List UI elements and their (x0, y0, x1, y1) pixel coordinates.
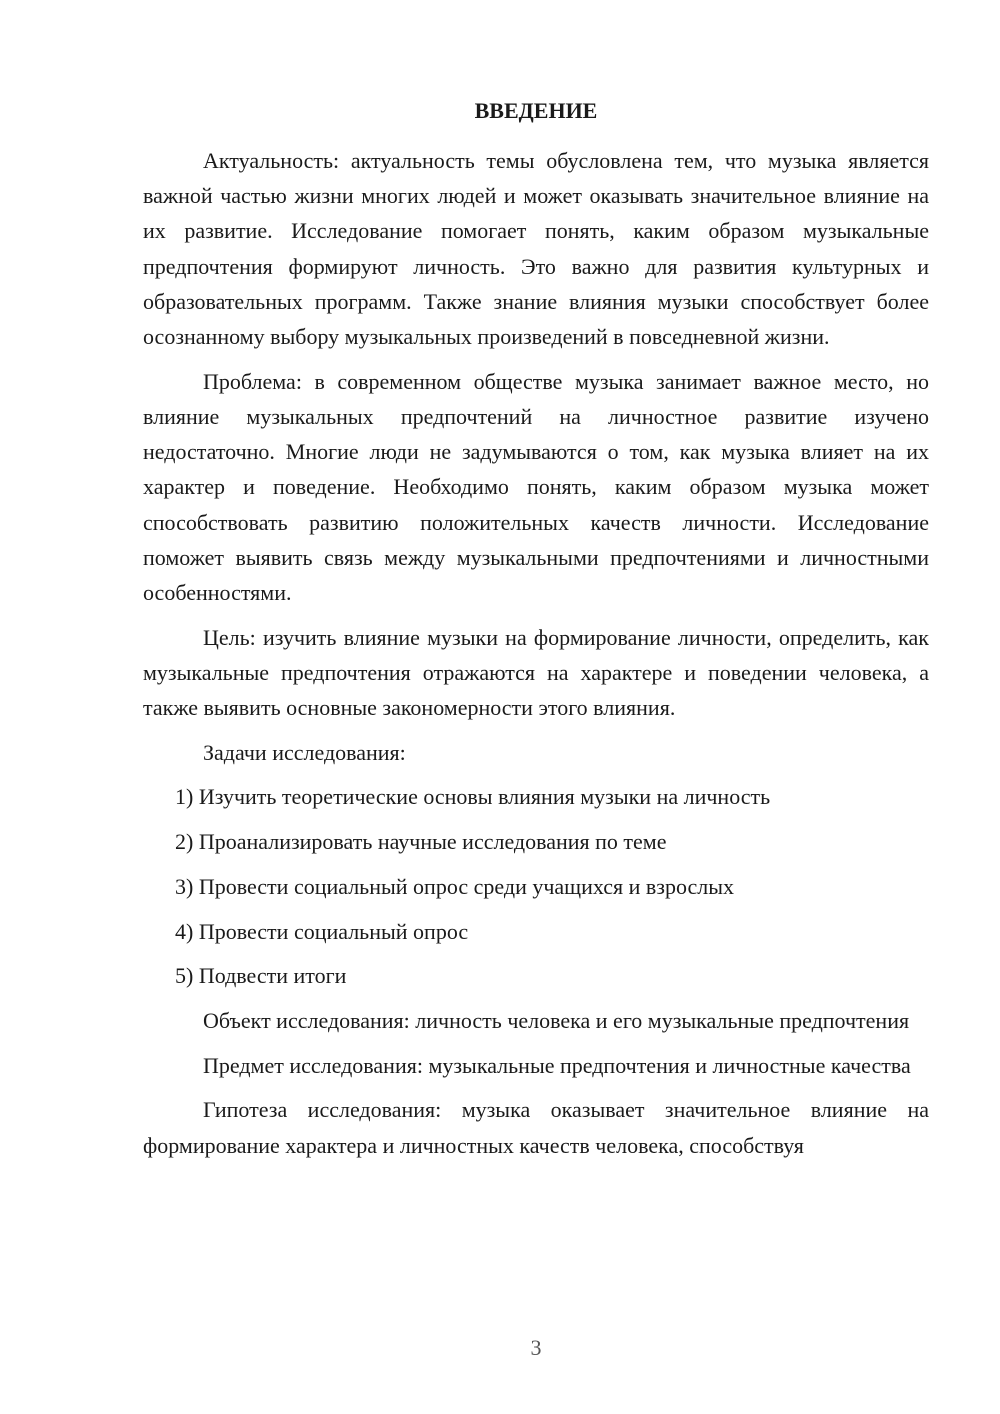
paragraph-problem: Проблема: в современном обществе музыка занимает важное место, но влияние музыкальных предпочтений на личностное развитие изучено недостаточно. Многие люди не задумываются о том, как музыка влияет на их характер и поведение. Необходимо понять, каким образом музыка может способствовать развитию положительных качеств личности. Исследование поможет выявить связь между музыкальными предпочтениями и личностными особенностями. (143, 368, 929, 605)
tasks-heading: Задачи исследования: (203, 739, 406, 765)
section-heading: ВВЕДЕНИЕ (474, 98, 598, 123)
list-item-task-1: 1) Изучить теоретические основы влияния музыки на личность (175, 784, 771, 810)
list-item-task-2: 2) Проанализировать научные исследования по теме (175, 829, 667, 855)
paragraph-subject: Предмет исследования: музыкальные предпочтения и личностные качества (203, 1052, 911, 1078)
paragraph-goal: Цель: изучить влияние музыки на формирование личности, определить, как музыкальные предпочтения отражаются на характере и поведении человека, а также выявить основные закономерности этого влияния. (143, 624, 929, 721)
list-item-task-5: 5) Подвести итоги (175, 963, 347, 989)
paragraph-relevance: Актуальность: актуальность темы обусловлена тем, что музыка является важной частью жизни многих людей и может оказывать значительное влияние на их развитие. Исследование помогает понять, каким образом музыкальные предпочтения формируют личность. Это важно для развития культурных и образовательных программ. Также знание влияния музыки способствует более осознанному выбору музыкальных произведений в повседневной жизни. (143, 148, 929, 350)
document-body (143, 143, 929, 1172)
page-number: 3 (530, 1335, 542, 1360)
paragraph-object: Объект исследования: личность человека и его музыкальные предпочтения (203, 1007, 910, 1033)
list-item-task-4: 4) Провести социальный опрос (175, 918, 469, 944)
paragraph-hypothesis: Гипотеза исследования: музыка оказывает значительное влияние на формирование характера и личностных качеств человека, способствуя (143, 1097, 929, 1158)
list-item-task-3: 3) Провести социальный опрос среди учащихся и взрослых (175, 873, 735, 899)
